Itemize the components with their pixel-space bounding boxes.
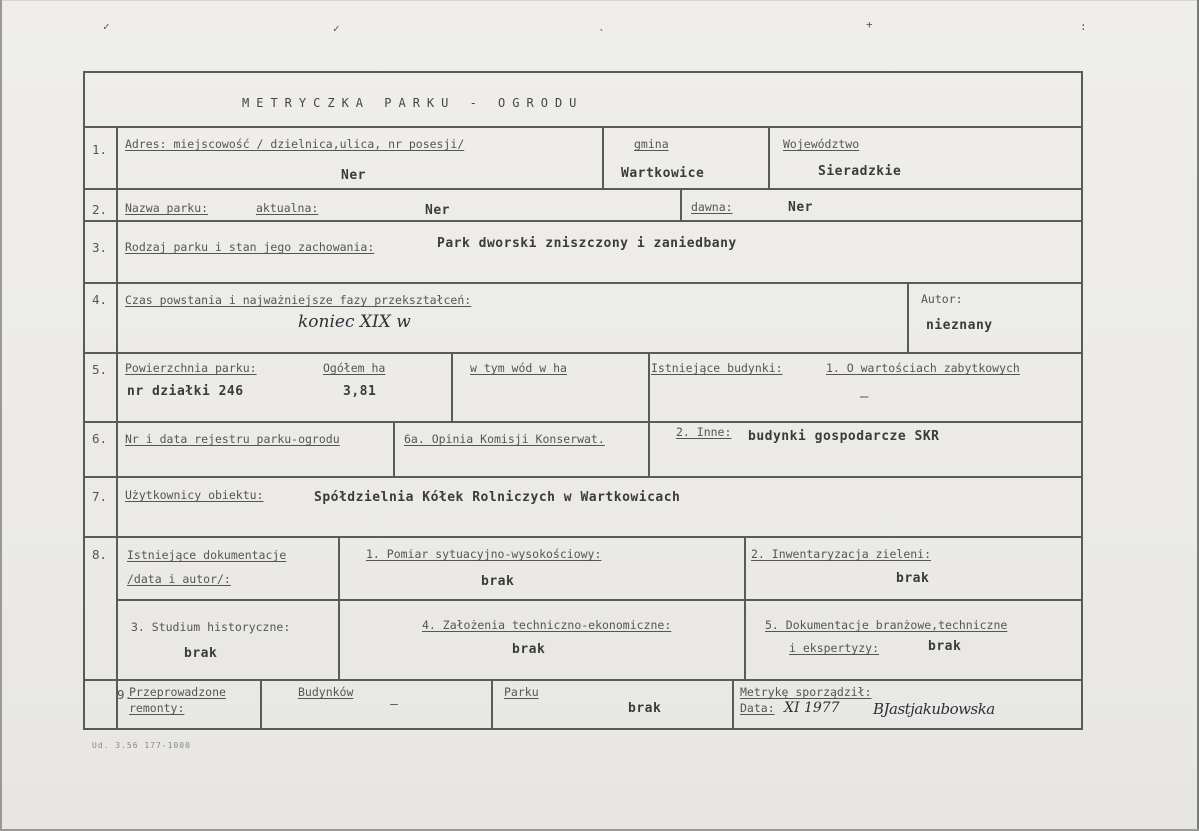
row-number: 8.	[92, 547, 108, 562]
gmina-label: gmina	[634, 137, 669, 151]
current-name-value: Ner	[425, 203, 450, 218]
plot-number-value: nr działki 246	[127, 384, 244, 399]
branch-docs-label-2: i ekspertyzy:	[789, 641, 880, 655]
greenery-inventory-value: brak	[896, 571, 930, 586]
greenery-inventory-label: 2. Inwentaryzacja zieleni:	[751, 547, 932, 561]
signature: BJastjakubowska	[873, 700, 995, 718]
row-number: 7.	[92, 489, 108, 504]
form-title: METRYCZKA PARKU - OGRODU	[242, 96, 584, 110]
total-ha-value: 3,81	[343, 384, 377, 399]
technical-assumptions-label: 4. Założenia techniczno-ekonomiczne:	[422, 618, 672, 632]
paper-edge-left	[0, 0, 2, 831]
date-label: Data:	[740, 701, 775, 715]
water-ha-label: w tym wód w ha	[470, 361, 567, 375]
other-buildings-label: 2. Inne:	[676, 425, 732, 439]
row-number: 4.	[92, 292, 108, 307]
park-repairs-label: Parku	[504, 685, 539, 699]
total-ha-label: Ogółem ha	[323, 361, 386, 375]
documentation-label: Istniejące dokumentacje	[127, 548, 287, 562]
registration-mark: +	[866, 18, 873, 31]
current-name-label: aktualna:	[256, 201, 319, 215]
registration-mark: ✓	[103, 20, 110, 33]
author-label: Autor:	[921, 292, 963, 306]
former-name-value: Ner	[788, 200, 813, 215]
repairs-label: Przeprowadzone	[129, 685, 226, 699]
origin-value-handwritten: koniec XIX w	[298, 312, 411, 332]
origin-label: Czas powstania i najważniejsze fazy przekształceń:	[125, 293, 472, 307]
date-value-handwritten: XI 1977	[784, 700, 840, 716]
voivodeship-label: Województwo	[783, 137, 860, 151]
former-name-label: dawna:	[691, 200, 733, 214]
other-buildings-value: budynki gospodarcze SKR	[748, 429, 940, 444]
row-number: 3.	[92, 240, 108, 255]
paper-edge-top	[0, 0, 1199, 1]
row-number: 6.	[92, 431, 108, 446]
users-value: Spółdzielnia Kółek Rolniczych w Wartkowicach	[314, 490, 681, 505]
row-number: 1.	[92, 142, 108, 157]
users-label: Użytkownicy obiektu:	[125, 488, 264, 502]
voivodeship-value: Sieradzkie	[818, 164, 902, 179]
park-name-label: Nazwa parku:	[125, 201, 209, 215]
row-number: 9.	[117, 687, 133, 702]
survey-value: brak	[481, 574, 515, 589]
registration-mark: :	[1080, 20, 1087, 33]
branch-docs-value: brak	[928, 639, 962, 654]
register-label: Nr i data rejestru parku-ogrodu	[125, 432, 340, 446]
row-number: 5.	[92, 362, 108, 377]
opinion-label: 6a. Opinia Komisji Konserwat.	[404, 432, 605, 446]
area-label: Powierzchnia parku:	[125, 361, 257, 375]
documentation-label-2: /data i autor/:	[127, 572, 231, 586]
author-value: nieznany	[926, 318, 993, 333]
park-type-label: Rodzaj parku i stan jego zachowania:	[125, 240, 375, 254]
survey-label: 1. Pomiar sytuacyjno-wysokościowy:	[366, 547, 602, 561]
park-repairs-value: brak	[628, 701, 662, 716]
technical-assumptions-value: brak	[512, 642, 546, 657]
buildings-label: Istniejące budynki:	[651, 361, 783, 375]
historical-study-value: brak	[184, 646, 218, 661]
address-label: Adres: miejscowość / dzielnica,ulica, nr posesji/	[125, 137, 465, 151]
repairs-label-2: remonty:	[129, 701, 185, 715]
park-type-value: Park dworski zniszczony i zaniedbany	[437, 236, 737, 251]
print-stamp: Ud. 3.56 177-1000	[92, 741, 191, 750]
row-number: 2.	[92, 202, 108, 217]
monuments-value: —	[860, 389, 869, 405]
gmina-value: Wartkowice	[621, 166, 705, 181]
registration-mark: ˎ	[598, 18, 605, 31]
buildings-repairs-label: Budynków	[298, 685, 354, 699]
address-value: Ner	[341, 168, 366, 183]
registration-mark: ✓	[333, 22, 340, 35]
buildings-repairs-value: —	[390, 697, 398, 712]
monuments-label: 1. O wartościach zabytkowych	[826, 361, 1020, 375]
historical-study-label: 3. Studium historyczne:	[131, 620, 291, 634]
prepared-by-label: Metrykę sporządził:	[740, 685, 872, 699]
branch-docs-label: 5. Dokumentacje branżowe,techniczne	[765, 618, 1008, 632]
